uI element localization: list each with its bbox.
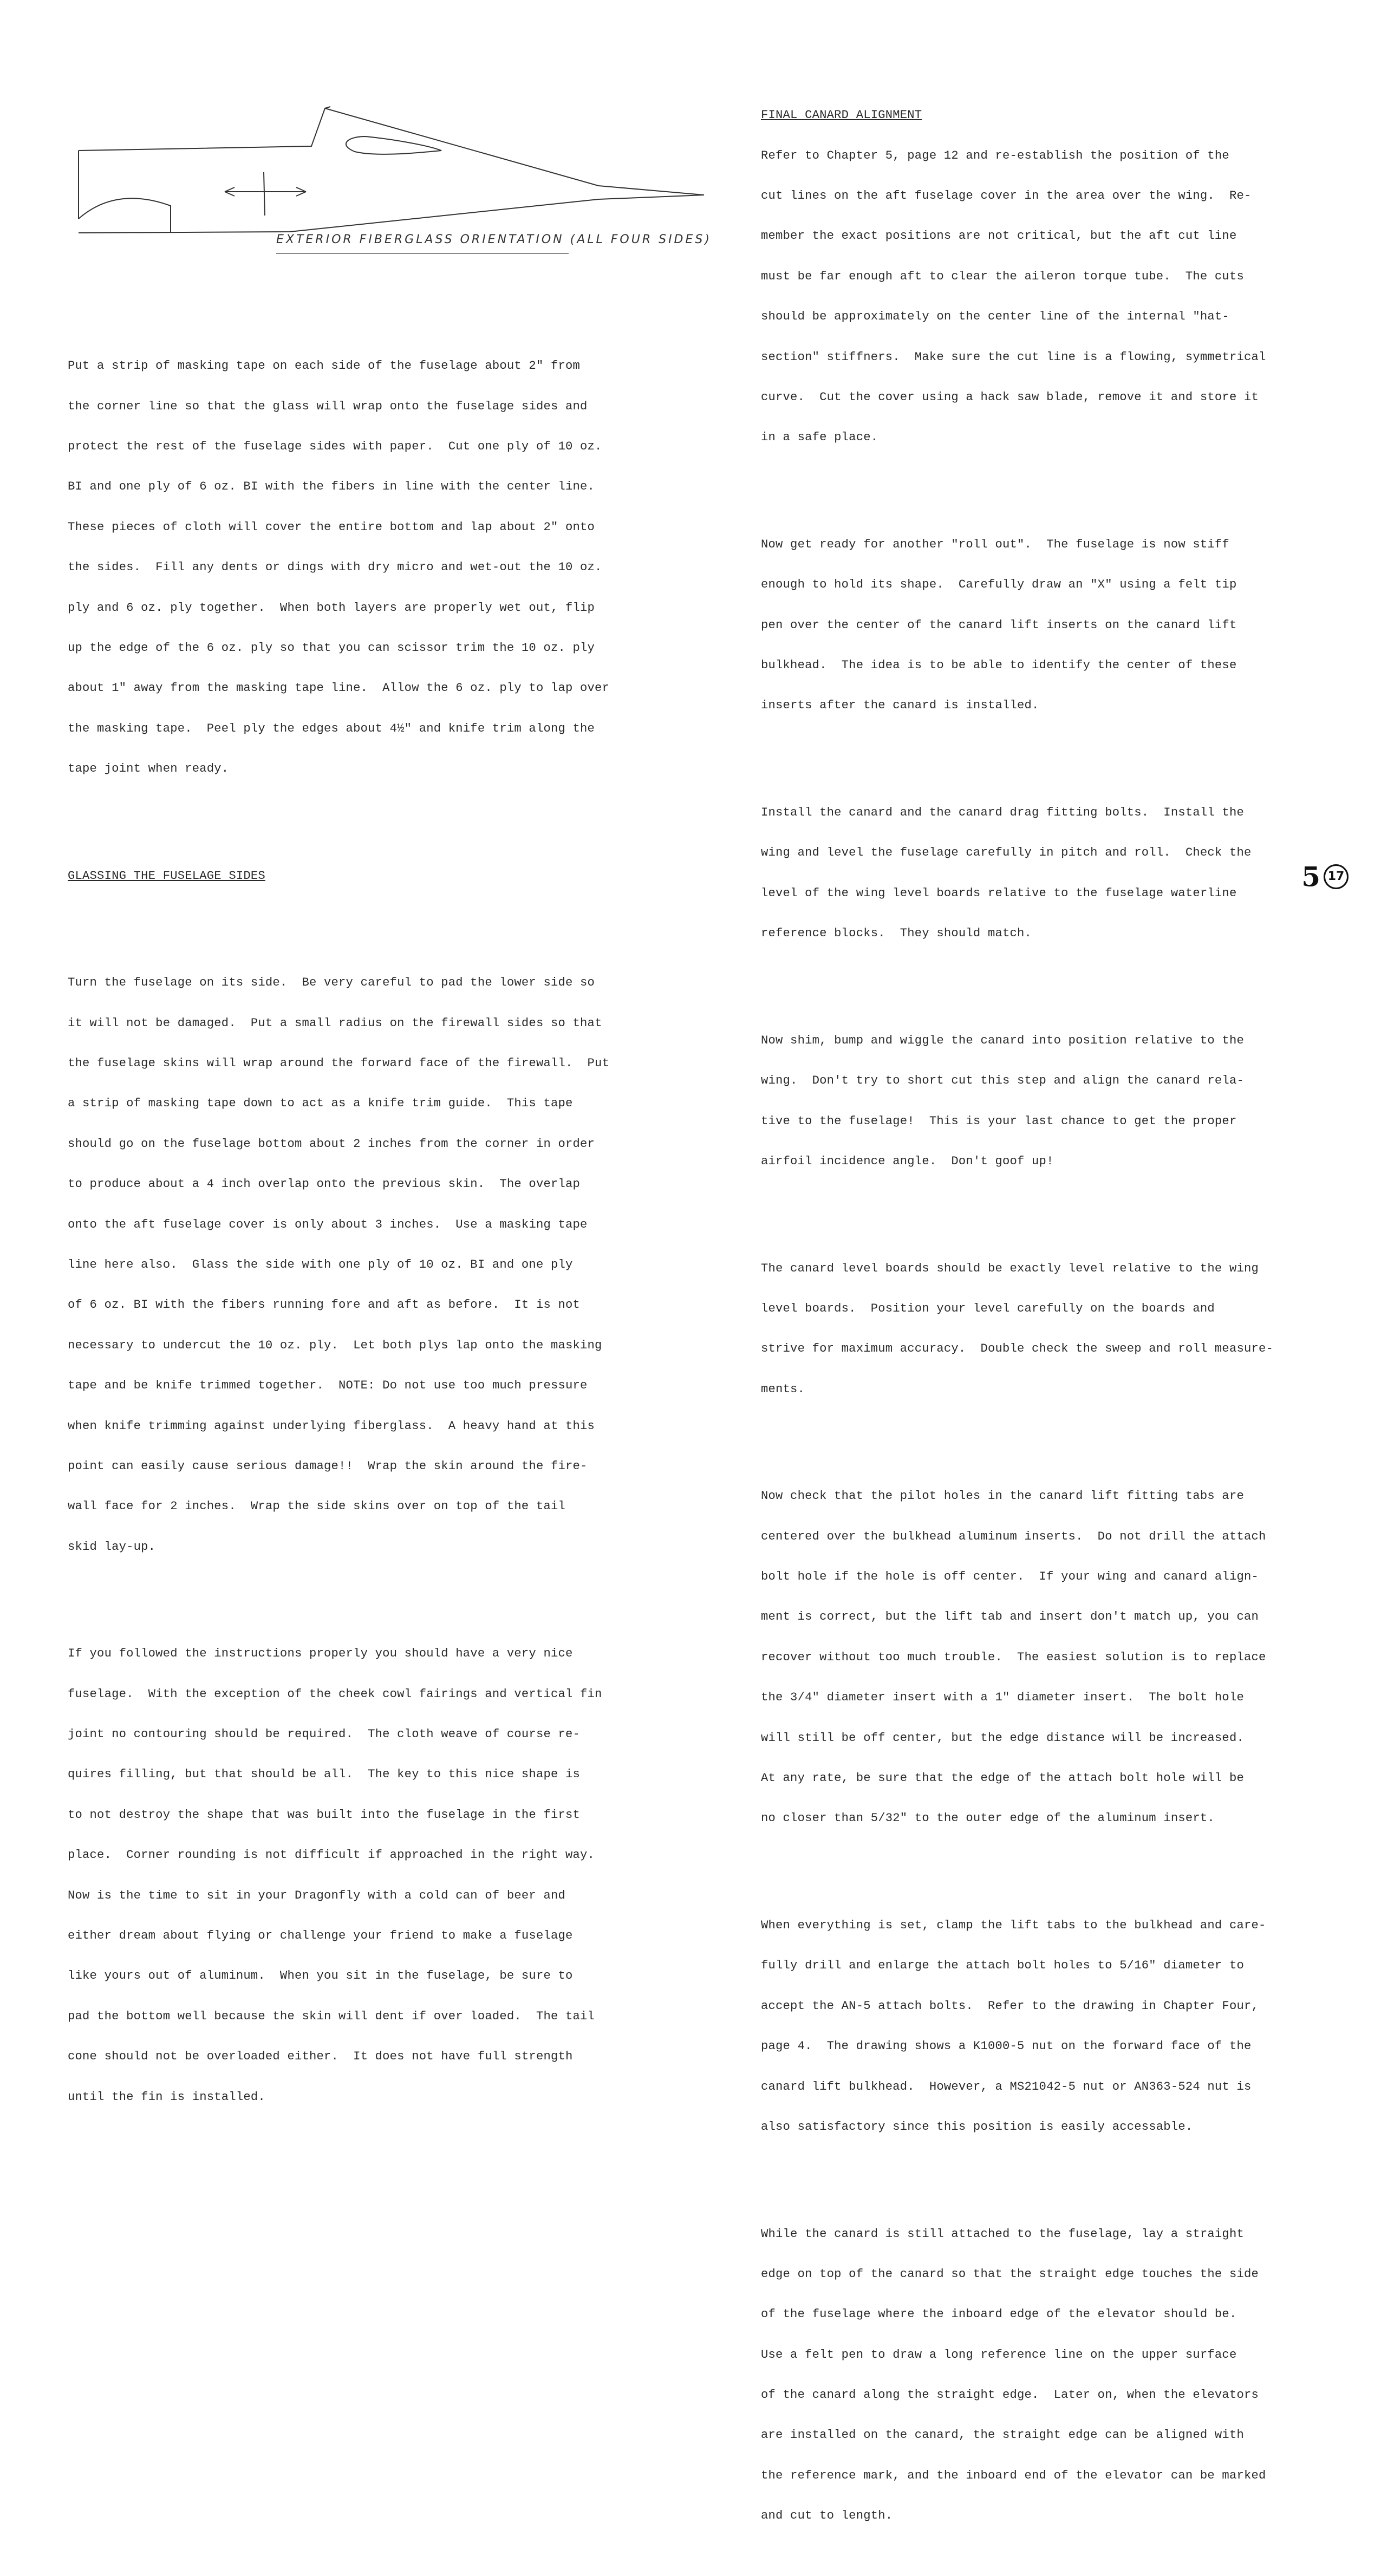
text-line: cone should not be overloaded either. It does not have full strength: [68, 2050, 573, 2064]
text-line: must be far enough aft to clear the aileron torque tube. The cuts: [761, 269, 1244, 283]
text-line: protect the rest of the fuselage sides with paper. Cut one ply of 10 oz.: [68, 439, 602, 453]
text-line: like yours out of aluminum. When you sit in the fuselage, be sure to: [68, 1969, 573, 1983]
page-number: [1301, 858, 1349, 893]
right-paragraph-7: [761, 1892, 1273, 2161]
right-paragraph-3: [761, 779, 1273, 967]
text-line: also satisfactory since this position is easily accessable.: [761, 2120, 1193, 2134]
text-line: These pieces of cloth will cover the entire bottom and lap about 2" onto: [68, 520, 595, 534]
text-line: should be approximately on the center line of the internal "hat-: [761, 310, 1229, 324]
left-heading-block: [68, 843, 609, 910]
text-line: Now is the time to sit in your Dragonfly with a cold can of beer and: [68, 1888, 565, 1902]
text-line: tive to the fuselage! This is your last chance to get the proper: [761, 1114, 1237, 1128]
text-line: the corner line so that the glass will wrap onto the fuselage sides and: [68, 399, 588, 413]
text-line: either dream about flying or challenge your friend to make a fuselage: [68, 1929, 573, 1943]
text-line: BI and one ply of 6 oz. BI with the fibers in line with the center line.: [68, 480, 595, 494]
page-number-circle: 17: [1324, 864, 1349, 889]
text-line: the 3/4" diameter insert with a 1" diameter insert. The bolt hole: [761, 1691, 1244, 1705]
text-line: about 1" away from the masking tape line. Allow the 6 oz. ply to lap over: [68, 681, 610, 695]
text-line: ply and 6 oz. ply together. When both layers are properly wet out, flip: [68, 601, 595, 615]
right-paragraph-2: [761, 511, 1273, 740]
left-column: [68, 306, 609, 2157]
right-paragraph-5: [761, 1235, 1273, 1423]
text-line: section" stiffners. Make sure the cut line is a flowing, symmetrical: [761, 350, 1266, 364]
text-line: accept the AN-5 attach bolts. Refer to the drawing in Chapter Four,: [761, 1999, 1259, 2013]
text-line: ments.: [761, 1382, 805, 1396]
text-line: should go on the fuselage bottom about 2 inches from the corner in order: [68, 1137, 595, 1151]
figure-caption: EXTERIOR FIBERGLASS ORIENTATION (ALL FOUR SIDES): [276, 233, 712, 246]
text-line: in a safe place.: [761, 431, 878, 445]
chapter-number: 5: [1301, 860, 1320, 893]
text-line: of 6 oz. BI with the fibers running fore and aft as before. It is not: [68, 1298, 581, 1312]
text-line: airfoil incidence angle. Don't goof up!: [761, 1154, 1054, 1168]
section-heading-glassing-sides: GLASSING THE FUSELAGE SIDES: [68, 869, 265, 883]
text-line: curve. Cut the cover using a hack saw blade, remove it and store it: [761, 390, 1259, 404]
text-line: tape and be knife trimmed together. NOTE: Do not use too much pressure: [68, 1379, 588, 1393]
text-line: onto the aft fuselage cover is only about 3 inches. Use a masking tape: [68, 1217, 588, 1231]
text-line: of the fuselage where the inboard edge of the elevator should be.: [761, 2307, 1237, 2321]
text-line: Turn the fuselage on its side. Be very careful to pad the lower side so: [68, 976, 595, 990]
section-heading-final-canard-alignment: FINAL CANARD ALIGNMENT: [761, 108, 922, 122]
text-line: member the exact positions are not critical, but the aft cut line: [761, 229, 1237, 243]
airfoil-outline: [346, 136, 441, 154]
text-line: joint no contouring should be required. The cloth weave of course re-: [68, 1727, 581, 1742]
text-line: up the edge of the 6 oz. ply so that you can scissor trim the 10 oz. ply: [68, 641, 595, 655]
right-paragraph-8: [761, 2201, 1273, 2550]
text-line: bolt hole if the hole is off center. If your wing and canard align-: [761, 1570, 1259, 1584]
text-line: pad the bottom well because the skin will dent if over loaded. The tail: [68, 2009, 595, 2023]
text-line: are installed on the canard, the straight edge can be aligned with: [761, 2428, 1244, 2442]
text-line: cut lines on the aft fuselage cover in the area over the wing. Re-: [761, 188, 1252, 203]
text-line: quires filling, but that should be all. The key to this nice shape is: [68, 1768, 581, 1782]
text-line: the sides. Fill any dents or dings with dry micro and wet-out the 10 oz.: [68, 560, 602, 575]
text-line: The canard level boards should be exactly level relative to the wing: [761, 1261, 1259, 1275]
text-line: Now check that the pilot holes in the canard lift fitting tabs are: [761, 1489, 1244, 1503]
text-line: wall face for 2 inches. Wrap the side skins over on top of the tail: [68, 1499, 565, 1514]
text-line: place. Corner rounding is not difficult if approached in the right way.: [68, 1848, 595, 1862]
text-line: level of the wing level boards relative to the fuselage waterline: [761, 886, 1237, 900]
text-line: it will not be damaged. Put a small radius on the firewall sides so that: [68, 1016, 602, 1030]
text-line: reference blocks. They should match.: [761, 927, 1032, 941]
right-paragraph-4: [761, 1007, 1273, 1195]
left-paragraph-3: [68, 1621, 609, 2131]
right-column: [761, 55, 1273, 2576]
text-line: ment is correct, but the lift tab and insert don't match up, you can: [761, 1610, 1259, 1624]
text-line: enough to hold its shape. Carefully draw an "X" using a felt tip: [761, 578, 1237, 592]
text-line: strive for maximum accuracy. Double check the sweep and roll measure-: [761, 1342, 1274, 1356]
text-line: If you followed the instructions properly you should have a very nice: [68, 1647, 573, 1661]
text-line: Install the canard and the canard drag fitting bolts. Install the: [761, 806, 1244, 820]
text-line: While the canard is still attached to the fuselage, lay a straight: [761, 2227, 1244, 2241]
text-line: skid lay-up.: [68, 1540, 156, 1554]
text-line: will still be off center, but the edge distance will be increased.: [761, 1731, 1244, 1745]
fuselage-tail-outline: [598, 186, 704, 199]
left-paragraph-1: [68, 333, 609, 803]
text-line: until the fin is installed.: [68, 2090, 265, 2104]
text-line: no closer than 5/32" to the outer edge of the aluminum insert.: [761, 1811, 1215, 1825]
text-line: At any rate, be sure that the edge of the attach bolt hole will be: [761, 1771, 1244, 1785]
fuselage-top-outline: [79, 108, 598, 186]
caption-underline: [276, 253, 569, 254]
text-line: level boards. Position your level carefully on the boards and: [761, 1301, 1215, 1315]
right-paragraph-1: [761, 82, 1273, 472]
text-line: page 4. The drawing shows a K1000-5 nut on the forward face of the: [761, 2039, 1252, 2053]
text-line: tape joint when ready.: [68, 762, 229, 776]
fuselage-nose-outline: [79, 198, 171, 225]
text-line: Use a felt pen to draw a long reference line on the upper surface: [761, 2347, 1237, 2362]
text-line: to produce about a 4 inch overlap onto the previous skin. The overlap: [68, 1177, 581, 1191]
text-line: necessary to undercut the 10 oz. ply. Let both plys lap onto the masking: [68, 1338, 602, 1352]
right-paragraph-6: [761, 1463, 1273, 1853]
text-line: Put a strip of masking tape on each side of the fuselage about 2" from: [68, 359, 581, 373]
text-line: Refer to Chapter 5, page 12 and re-establish the position of the: [761, 148, 1229, 162]
text-line: the reference mark, and the inboard end of the elevator can be marked: [761, 2468, 1266, 2482]
text-line: fully drill and enlarge the attach bolt holes to 5/16" diameter to: [761, 1959, 1244, 1973]
text-line: centered over the bulkhead aluminum inserts. Do not drill the attach: [761, 1529, 1266, 1543]
text-line: line here also. Glass the side with one ply of 10 oz. BI and one ply: [68, 1257, 573, 1271]
text-line: the masking tape. Peel ply the edges about 4½" and knife trim along the: [68, 721, 595, 735]
fuselage-bottom-outline: [79, 199, 598, 233]
left-paragraph-2: [68, 950, 609, 1581]
text-line: Now get ready for another "roll out". The fuselage is now stiff: [761, 537, 1229, 551]
text-line: bulkhead. The idea is to be able to identify the center of these: [761, 658, 1237, 673]
text-line: edge on top of the canard so that the straight edge touches the side: [761, 2267, 1259, 2281]
text-line: When everything is set, clamp the lift tabs to the bulkhead and care-: [761, 1918, 1266, 1932]
text-line: pen over the center of the canard lift inserts on the canard lift: [761, 618, 1237, 632]
text-line: canard lift bulkhead. However, a MS21042-5 nut or AN363-524 nut is: [761, 2079, 1252, 2094]
text-line: wing. Don't try to short cut this step and align the canard rela-: [761, 1074, 1244, 1088]
text-line: recover without too much trouble. The easiest solution is to replace: [761, 1650, 1266, 1664]
text-line: inserts after the canard is installed.: [761, 699, 1039, 713]
text-line: wing and level the fuselage carefully in pitch and roll. Check the: [761, 846, 1252, 860]
text-line: when knife trimming against underlying fiberglass. A heavy hand at this: [68, 1419, 595, 1433]
text-line: Now shim, bump and wiggle the canard into position relative to the: [761, 1033, 1244, 1047]
text-line: to not destroy the shape that was built into the fuselage in the first: [68, 1808, 581, 1822]
text-line: a strip of masking tape down to act as a knife trim guide. This tape: [68, 1097, 573, 1111]
text-line: fuselage. With the exception of the cheek cowl fairings and vertical fin: [68, 1687, 602, 1701]
text-line: of the canard along the straight edge. Later on, when the elevators: [761, 2388, 1259, 2402]
orientation-vertical-arrow: [264, 172, 265, 216]
text-line: and cut to length.: [761, 2509, 893, 2523]
text-line: point can easily cause serious damage!! Wrap the skin around the fire-: [68, 1459, 588, 1473]
text-line: the fuselage skins will wrap around the forward face of the firewall. Put: [68, 1057, 610, 1071]
